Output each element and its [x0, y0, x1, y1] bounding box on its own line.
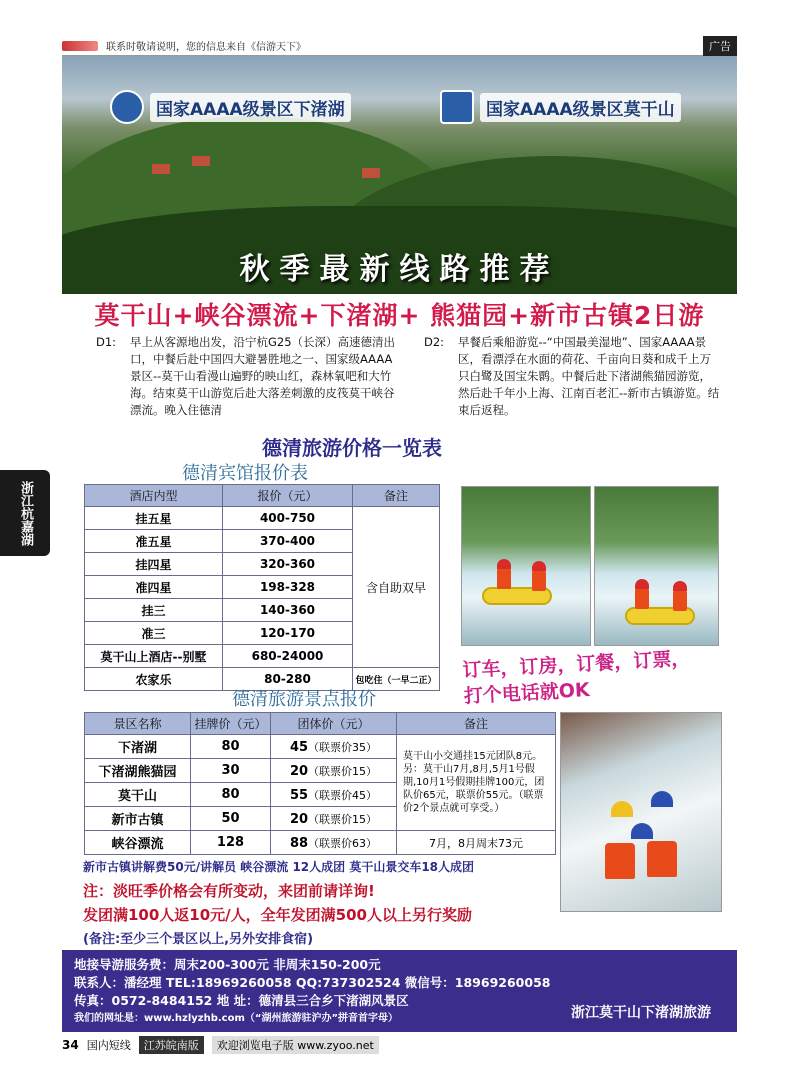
- contact-info: 联系人：潘经理 TEL:18969260058 QQ:737302524 微信号：18969260058: [74, 975, 551, 990]
- price-change-note: 注：淡旺季价格会有所变动，来团前请详询!: [83, 882, 375, 900]
- table-row: 准五星 370-400: [85, 530, 440, 553]
- contact-footer: [62, 950, 737, 1032]
- rafting-photo: [594, 486, 719, 646]
- table-row: 农家乐 80-280 包吃住（一早二正）: [85, 668, 440, 691]
- scenic-remark: 莫干山小交通挂15元团队8元。另：莫干山7月,8月,5月1号假期,10月1号假期挂牌100元，团队价65元，联票价55元。（联票价2个景点就可享受。）: [397, 735, 556, 831]
- house-shape: [362, 168, 380, 178]
- publication-logo: [62, 41, 98, 51]
- table-row: 准四星 198-328: [85, 576, 440, 599]
- booking-callout: 订车，订房，订餐，订票， 打个电话就OK: [461, 647, 691, 708]
- table-row: 下渚湖熊猫园 30 20（联票价15）: [85, 759, 556, 783]
- rafting-photo: [461, 486, 591, 646]
- reward-note: 发团满100人返10元/人，全年发团满500人以上另行奖励: [83, 906, 472, 924]
- hero-banner: [62, 56, 737, 294]
- summer-weekend-price: 7月，8月周末73元: [397, 831, 556, 855]
- badge-xiazhuhu: 国家AAAA级景区下渚湖: [110, 90, 351, 124]
- table-row: 莫干山上酒店--别墅 680-24000: [85, 645, 440, 668]
- itinerary-day2: D2: 早餐后乘船游览--“中国最美湿地”、国家AAAA景区，看漂浮在水面的荷花、千亩向日葵和成千上万只白鹭及国宝朱鹮。中餐后赴下渚湖熊猫园游览，然后赴千年小上海、江南百老汇--新市古镇游览。结束后返程。: [424, 334, 722, 419]
- badge-moganshan: 国家AAAA级景区莫干山: [440, 90, 681, 124]
- house-shape: [192, 156, 210, 166]
- day1-text: 早上从客源地出发，沿宁杭G25（长深）高速德清出口，中餐后赴中国四大避暑胜地之一、国家级AAAA景区--莫干山看漫山遍野的映山红，森林氧吧和大竹海。结束莫干山游览后赴大落差刺激的皮筏莫干峡谷漂流。晚入住德清: [130, 335, 396, 417]
- rafting-splash-photo: [560, 712, 722, 912]
- itinerary-day1: D1: 早上从客源地出发，沿宁杭G25（长深）高速德清出口，中餐后赴中国四大避暑胜地之一、国家级AAAA景区--莫干山看漫山遍野的映山红，森林氧吧和大竹海。结束莫干山游览后赴大落差刺激的皮筏莫干峡谷漂流。晚入住德清: [96, 335, 396, 417]
- banner-slogan: 秋季最新线路推荐: [239, 252, 560, 287]
- fax-address: 传真：0572-8484152 地 址：德清县三合乡下渚湖风景区: [74, 993, 409, 1008]
- table-row: 下渚湖 80 45（联票价35） 莫干山小交通挂15元团队8元。另：莫干山7月,8月,5月1号假期,10月1号假期挂牌100元，团队价65元，联票价55元。（联票价2个景点就可享受。）: [85, 735, 556, 759]
- table-row: 峡谷漂流 128 88（联票价63） 7月，8月周末73元: [85, 831, 556, 855]
- hotel-table-title: 德清宾馆报价表: [182, 463, 308, 484]
- table-row: 新市古镇 50 20（联票价15）: [85, 807, 556, 831]
- meal-note: (备注:至少三个景区以上,另外安排食宿): [83, 932, 314, 947]
- edition-tag: 江苏皖南版: [139, 1036, 204, 1054]
- page-number: 34: [62, 1038, 79, 1052]
- scenic-table-title: 德清旅游景点报价: [232, 689, 376, 710]
- guide-fee: 地接导游服务费：周末200-300元 非周末150-200元: [74, 957, 381, 972]
- table-row: 挂四星 320-360: [85, 553, 440, 576]
- price-overview-title: 德清旅游价格一览表: [262, 436, 442, 460]
- web-link[interactable]: 欢迎浏览电子版 www.zyoo.net: [212, 1036, 379, 1054]
- scenic-price-table: 景区名称 挂牌价（元） 团体价（元） 备注 下渚湖 80 45（联票价35） 莫干山小交通挂15元团队8元。另：莫干山7月,8月,5月1号假期,10月1号假期挂牌100元，团队价65元，联票价55元。（联票价2个景点就可享受。） 下渚湖熊猫园 30 20（联票价15） 莫干山 80 55（联票价45） 新市古镇 50 20（联票价15） 峡谷漂流 128 88（联票价63） 7月，8月周末73元: [84, 712, 556, 855]
- region-tab: 浙江杭嘉湖: [0, 470, 50, 556]
- moganshan-logo-icon: [440, 90, 474, 124]
- table-row: 挂三 140-360: [85, 599, 440, 622]
- agency-brand: 浙江莫干山下渚湖旅游: [571, 1005, 711, 1021]
- ad-label: 广告: [703, 36, 737, 56]
- source-notice: 联系时敬请说明，您的信息来自《信游天下》: [106, 42, 306, 53]
- page-footer: [62, 1036, 737, 1054]
- route-title: 莫干山+峡谷漂流+下渚湖+ 熊猫园+新市古镇2日游: [94, 301, 705, 330]
- header-bar: [62, 36, 737, 56]
- farm-note: 包吃住（一早二正）: [353, 668, 440, 691]
- table-row: 准三 120-170: [85, 622, 440, 645]
- table-row: 挂五星 400-750 含自助双早: [85, 507, 440, 530]
- website-line: 我们的网址是：www.hzlyzhb.com（“湖州旅游驻沪办”拼音首字母）: [74, 1013, 399, 1024]
- hotel-note: 含自助双早: [353, 507, 440, 668]
- hotel-price-table: 酒店内型 报价（元） 备注 挂五星 400-750 含自助双早 准五星 370-400 挂四星 320-360 准四星 198-328 挂三 140-360 准三 120-170 莫干山上酒店--别墅 680-24000 农家乐 80-280 包吃住（一早二正）: [84, 484, 440, 691]
- day2-text: 早餐后乘船游览--“中国最美湿地”、国家AAAA景区，看漂浮在水面的荷花、千亩向日葵和成千上万只白鹭及国宝朱鹮。中餐后赴下渚湖熊猫园游览，然后赴千年小上海、江南百老汇--新市古镇游览。结束后返程。: [458, 335, 720, 417]
- house-shape: [152, 164, 170, 174]
- crane-logo-icon: [110, 90, 144, 124]
- section-name: 国内短线: [86, 1039, 131, 1052]
- service-fee-note: 新市古镇讲解费50元/讲解员 峡谷漂流 12人成团 莫干山景交车18人成团: [83, 860, 475, 874]
- table-row: 莫干山 80 55（联票价45）: [85, 783, 556, 807]
